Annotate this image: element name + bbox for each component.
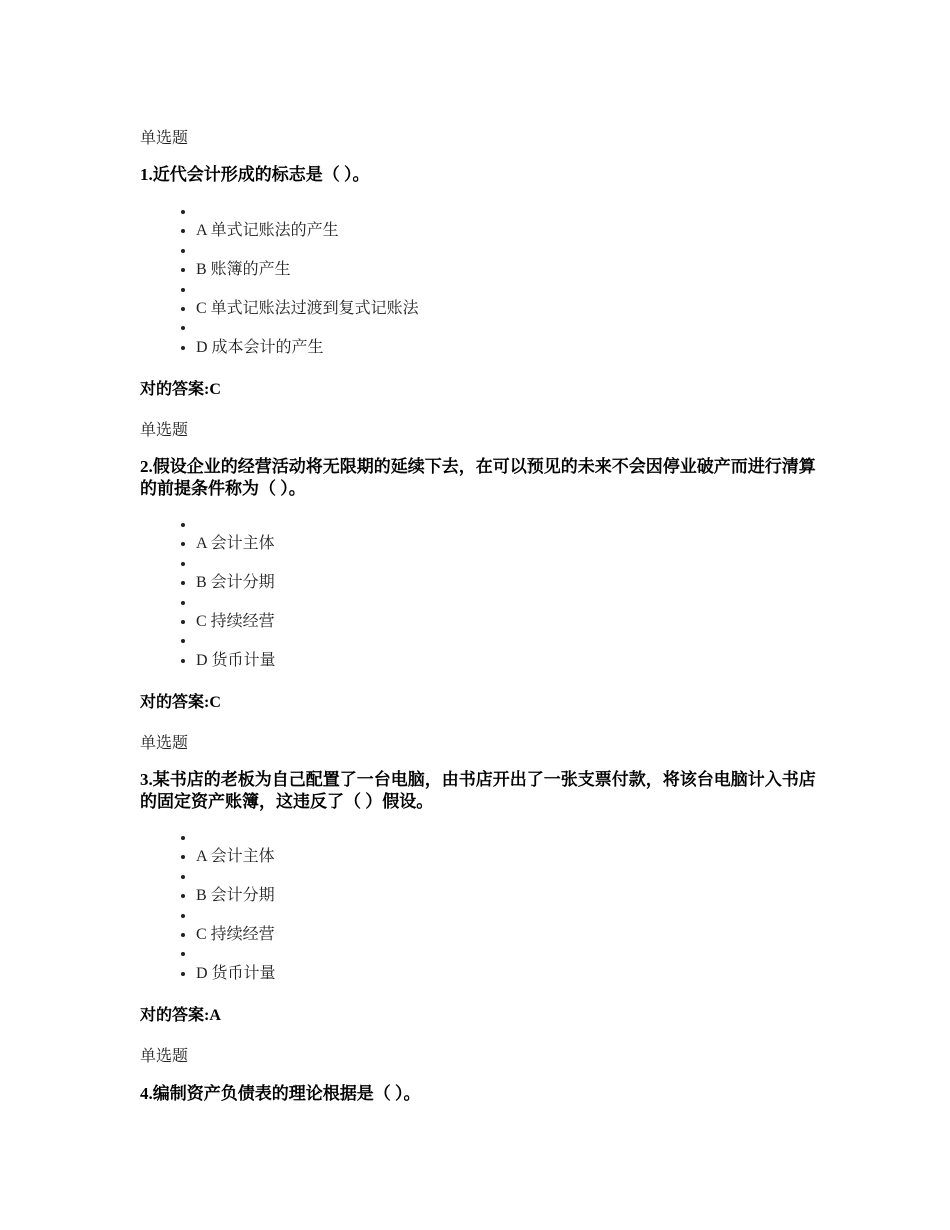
option-item: • D 成本会计的产生 <box>196 338 876 357</box>
option-item: • D 货币计量 <box>196 651 876 670</box>
option-bullet-empty <box>196 554 876 573</box>
question-text: 2.假设企业的经营活动将无限期的延续下去，在可以预见的未来不会因停业破产而进行清算的前提条件称为（ ）。 <box>140 457 816 498</box>
option-item: • B 账簿的产生 <box>196 260 876 279</box>
option-bullet-empty <box>196 828 876 847</box>
option-bullet-empty <box>196 318 876 337</box>
question-type-label: 单选题 <box>140 735 189 752</box>
question-type-label: 单选题 <box>140 130 189 147</box>
option-bullet-empty <box>196 631 876 650</box>
options-list <box>140 515 876 670</box>
options-list <box>140 828 876 983</box>
option-item: • A 会计主体 <box>196 847 876 866</box>
correct-answer: 对的答案:A <box>140 1007 221 1024</box>
option-item: • C 持续经营 <box>196 612 876 631</box>
option-item: • C 持续经营 <box>196 925 876 944</box>
option-item: • B 会计分期 <box>196 886 876 905</box>
option-bullet-empty <box>196 906 876 925</box>
question-type-label: 单选题 <box>140 1048 189 1065</box>
option-item: • B 会计分期 <box>196 573 876 592</box>
option-bullet-empty <box>196 593 876 612</box>
correct-answer: 对的答案:C <box>140 381 221 398</box>
question-text: 4.编制资产负债表的理论根据是（ ）。 <box>140 1084 421 1103</box>
options-list <box>140 202 876 357</box>
option-bullet-empty <box>196 202 876 221</box>
option-item: • D 货币计量 <box>196 964 876 983</box>
option-bullet-empty <box>196 944 876 963</box>
question-type-label: 单选题 <box>140 422 189 439</box>
option-bullet-empty <box>196 515 876 534</box>
option-item: • C 单式记账法过渡到复式记账法 <box>196 299 876 318</box>
question-text: 3.某书店的老板为自己配置了一台电脑，由书店开出了一张支票付款，将该台电脑计入书店的固定资产账簿，这违反了（ ）假设。 <box>140 770 816 811</box>
option-bullet-empty <box>196 280 876 299</box>
option-bullet-empty <box>196 867 876 886</box>
option-item: • A 单式记账法的产生 <box>196 221 876 240</box>
option-bullet-empty <box>196 241 876 260</box>
option-item: • A 会计主体 <box>196 534 876 553</box>
correct-answer: 对的答案:C <box>140 694 221 711</box>
question-text: 1.近代会计形成的标志是（ ）。 <box>140 165 370 184</box>
